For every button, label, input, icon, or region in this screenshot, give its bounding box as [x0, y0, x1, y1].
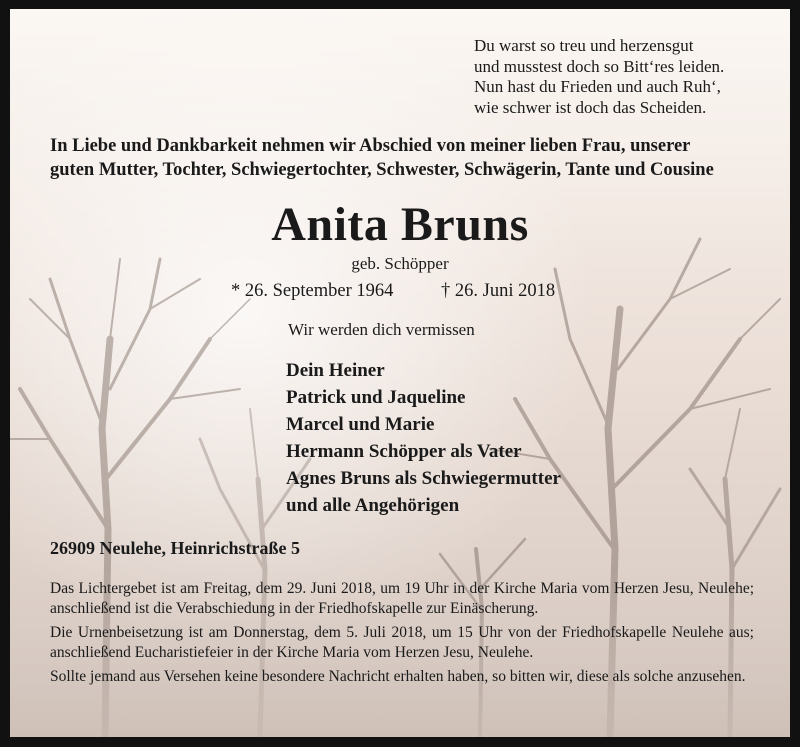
mourner: Patrick und Jaqueline — [286, 387, 466, 408]
birth-name: geb. Schöpper — [351, 254, 449, 273]
notice-paragraph: Das Lichtergebet ist am Freitag, dem 29. Juni 2018, um 19 Uhr in der Kirche Maria vom Herzen Jesu, Neulehe; anschließend ist die Verabschiedung in der Friedhofskapelle zur Einäscherung. — [50, 580, 754, 617]
poem-line: und musstest doch so Bitt‘res leiden. — [474, 56, 725, 76]
motto: Wir werden dich vermissen — [288, 320, 475, 339]
birth-date: * 26. September 1964 — [231, 281, 394, 301]
intro-line: guten Mutter, Tochter, Schwiegertochter, Schwester, Schwägerin, Tante und Cousine — [50, 160, 714, 180]
mourners-list — [286, 357, 561, 519]
mourner: Agnes Bruns als Schwiegermutter — [286, 468, 561, 489]
mourner: Marcel und Marie — [286, 414, 435, 435]
mourner: Dein Heiner — [286, 360, 385, 381]
mourner: Hermann Schöpper als Vater — [286, 441, 522, 462]
mourner: und alle Angehörigen — [286, 495, 460, 516]
notice-paragraph: Die Urnenbeisetzung ist am Donnerstag, dem 5. Juli 2018, um 15 Uhr von der Friedhofskapelle Neulehe aus; anschließend Eucharistiefeier in der Kirche Maria vom Herzen Jesu, Neulehe. — [50, 624, 754, 661]
poem — [474, 36, 774, 118]
life-dates — [231, 281, 790, 302]
death-date: † 26. Juni 2018 — [441, 281, 556, 301]
notices — [50, 579, 754, 691]
intro-text — [50, 134, 750, 182]
intro-line: In Liebe und Dankbarkeit nehmen wir Abschied von meiner lieben Frau, unserer — [50, 136, 691, 156]
poem-line: wie schwer ist doch das Scheiden. — [474, 97, 707, 117]
deceased-name: Anita Bruns — [271, 198, 529, 251]
address: 26909 Neulehe, Heinrichstraße 5 — [50, 538, 300, 558]
obituary-notice — [10, 9, 790, 737]
notice-paragraph: Sollte jemand aus Versehen keine besondere Nachricht erhalten haben, so bitten wir, diese als solche anzusehen. — [50, 668, 746, 685]
poem-line: Nun hast du Frieden und auch Ruh‘, — [474, 77, 721, 96]
poem-line: Du warst so treu und herzensgut — [474, 36, 694, 55]
